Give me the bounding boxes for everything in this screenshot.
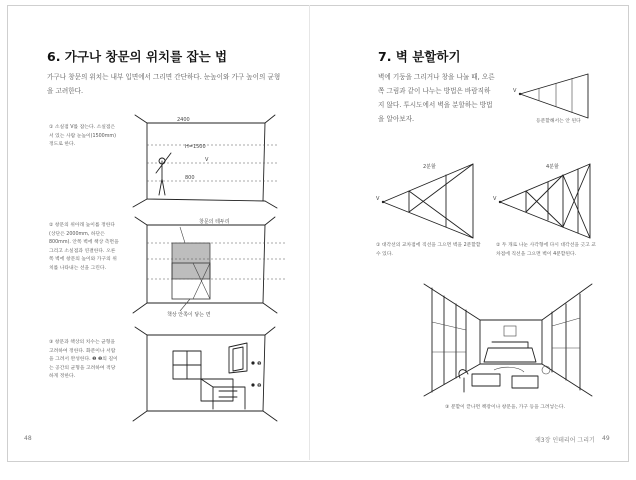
running-footer: 제3장 인테리어 그리기 xyxy=(535,437,595,444)
room-elevation-figure xyxy=(125,113,285,208)
fig1-eye-level-label: H=1500 xyxy=(185,144,206,150)
left-page-title: 6. 가구나 창문의 위치를 잡는 법 xyxy=(47,49,228,64)
fig3-marker-1: ❶ xyxy=(257,361,262,367)
left-page-lead: 가구나 창문의 위치는 내부 입면에서 그리면 간단하다. 눈높이와 가구 높이의 균형을 고려한다. xyxy=(47,73,281,95)
fig2-frame-label: 창문의 테두리 xyxy=(199,219,230,225)
four-division-label: 4분할 xyxy=(546,164,559,170)
fig1-sill-label: 800 xyxy=(185,175,195,181)
interior-perspective-figure xyxy=(420,282,595,400)
fig1-vanishing-point-label: V xyxy=(205,157,209,163)
wrong-division-figure xyxy=(512,72,592,124)
gutter xyxy=(309,5,310,460)
left-step1-caption: ① 소실점 V를 잡는다. 소실점은 서 있는 사람 눈높이(1500mm) 정도로 한다. xyxy=(49,125,116,148)
two-division-figure xyxy=(375,160,485,240)
fig1-width-label: 2400 xyxy=(177,117,190,123)
two-division-v-label: V xyxy=(376,196,380,202)
left-page-number: 48 xyxy=(24,435,32,442)
two-division-label: 2분할 xyxy=(423,164,436,170)
window-placement-figure xyxy=(125,213,295,318)
wrong-figure-v-label: V xyxy=(513,88,517,94)
fig2-desk-plane-label: 책상 안쪽이 닿는 면 xyxy=(167,312,211,318)
right-page-title: 7. 벽 분할하기 xyxy=(378,49,461,64)
left-step3-caption: ③ 창문과 책상의 치수는 균형을 고려하여 정한다. 화분이나 서랍을 그려서 완성한다. ❶ ❷의 길이는 공간의 균형을 고려하여 적당하게 정한다. xyxy=(49,340,118,380)
wrong-division-caption: 등분할해서는 안 된다 xyxy=(536,119,581,124)
right-page-number: 49 xyxy=(602,435,610,442)
left-step2-caption: ② 창문의 위아래 높이를 정한다(상단은 2000mm, 하단은 800mm). 안쪽 벽에 책상 측면을 그리고 소실점과 연결한다. 오른쪽 벽에 창문의 높이와 가구의 위치를 나타내는 선을 그린다. xyxy=(49,223,119,271)
right-page-lead: 벽에 기둥을 그리거나 창을 나눌 때, 오른쪽 그림과 같이 나누는 방법은 바람직하지 않다. 투시도에서 벽을 분할하는 방법을 알아보자. xyxy=(378,73,495,123)
finished-room-figure xyxy=(125,325,295,425)
right-step3-caption: ③ 분할이 끝나면 책장이나 창문을, 가구 등을 그려넣는다. xyxy=(445,405,565,410)
right-step1-caption: ① 대각선의 교차점에 직선을 그으면 벽을 2분할할 수 있다. xyxy=(376,243,481,257)
four-division-figure xyxy=(492,160,602,240)
fig3-marker-2: ❷ xyxy=(257,383,262,389)
right-step2-caption: ② 두 개로 나눈 사각형에 다시 대각선을 긋고 교차점에 직선을 그으면 벽이 4분할된다. xyxy=(496,243,596,257)
four-division-v-label: V xyxy=(493,196,497,202)
